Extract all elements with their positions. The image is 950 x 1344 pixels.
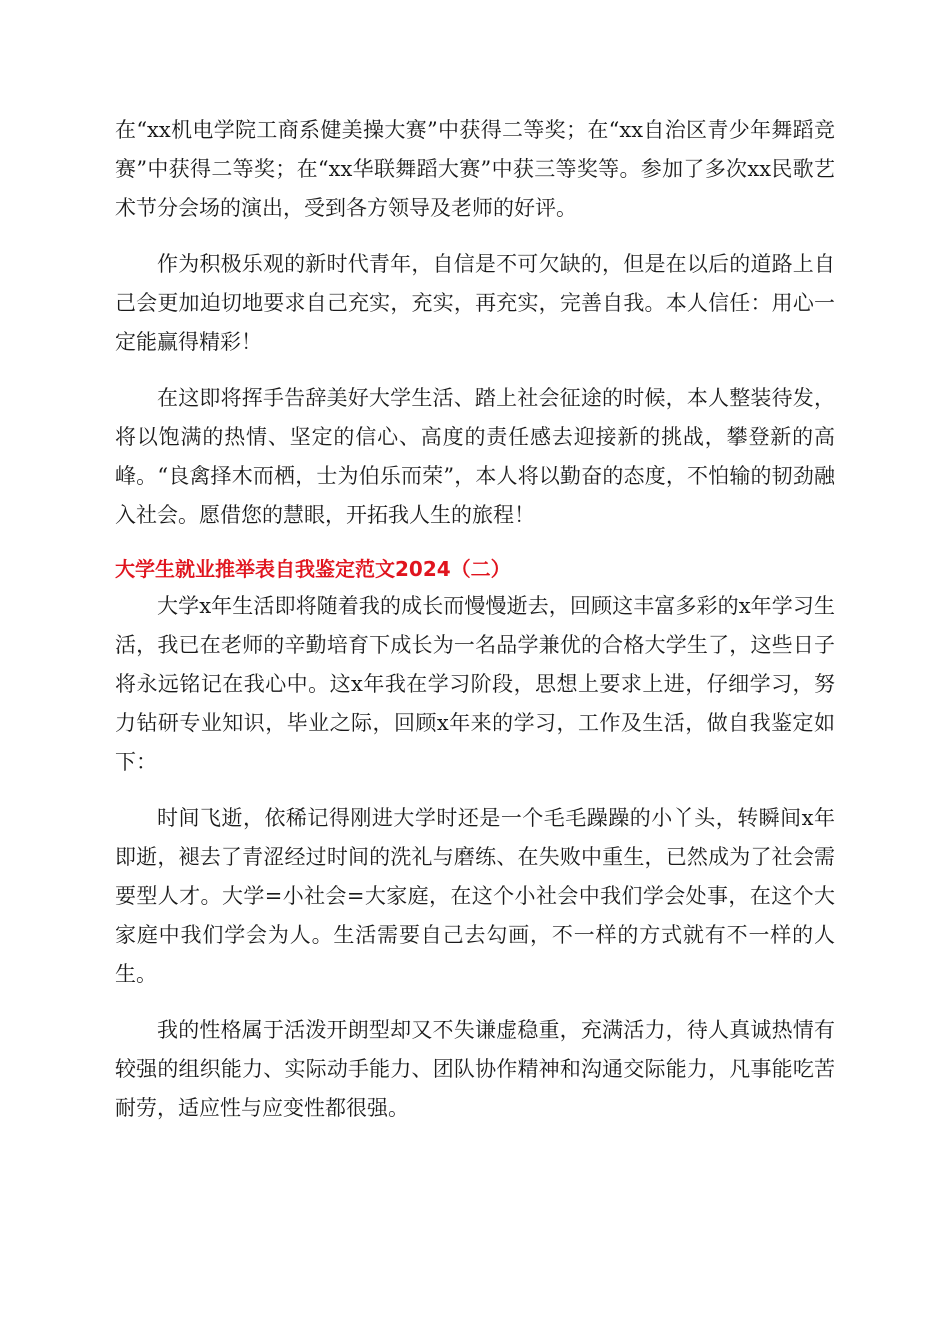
paragraph-farewell: 在这即将挥手告辞美好大学生活、踏上社会征途的时候，本人整装待发，将以饱满的热情、坚定的信心、高度的责任感去迎接新的挑战，攀登新的高峰。“良禽择木而栖，士为伯乐而荣”，本人将以勤奋的态度，不怕输的韧劲融入社会。愿借您的慧眼，开拓我人生的旅程！ <box>115 386 835 527</box>
section-heading: 大学生就业推举表自我鉴定范文2024（二） <box>115 557 511 581</box>
paragraph-personality: 我的性格属于活泼开朗型却又不失谦虚稳重，充满活力，待人真诚热情有较强的组织能力、实际动手能力、团队协作精神和沟通交际能力，凡事能吃苦耐劳，适应性与应变性都很强。 <box>115 1018 835 1120</box>
paragraph-intro: 大学x年生活即将随着我的成长而慢慢逝去，回顾这丰富多彩的x年学习生活，我已在老师的辛勤培育下成长为一名品学兼优的合格大学生了，这些日子将永远铭记在我心中。这x年我在学习阶段，思想上要求上进，仔细学习，努力钻研专业知识，毕业之际，回顾x年来的学习，工作及生活，做自我鉴定如下： <box>115 594 835 774</box>
paragraph-continued: 在“xx机电学院工商系健美操大赛”中获得二等奖；在“xx自治区青少年舞蹈竞赛”中获得二等奖；在“xx华联舞蹈大赛”中获三等奖等。参加了多次xx民歌艺术节分会场的演出，受到各方领导及老师的好评。 <box>115 118 835 220</box>
paragraph-time: 时间飞逝，依稀记得刚进大学时还是一个毛毛躁躁的小丫头，转瞬间x年即逝，褪去了青涩经过时间的洗礼与磨练、在失败中重生，已然成为了社会需要型人才。大学=小社会=大家庭，在这个小社会中我们学会处事，在这个大家庭中我们学会为人。生活需要自己去勾画，不一样的方式就有不一样的人生。 <box>115 806 835 986</box>
document-page <box>115 111 835 1128</box>
paragraph-confidence: 作为积极乐观的新时代青年，自信是不可欠缺的，但是在以后的道路上自己会更加迫切地要求自己充实，充实，再充实，完善自我。本人信任：用心一定能赢得精彩！ <box>115 252 835 354</box>
